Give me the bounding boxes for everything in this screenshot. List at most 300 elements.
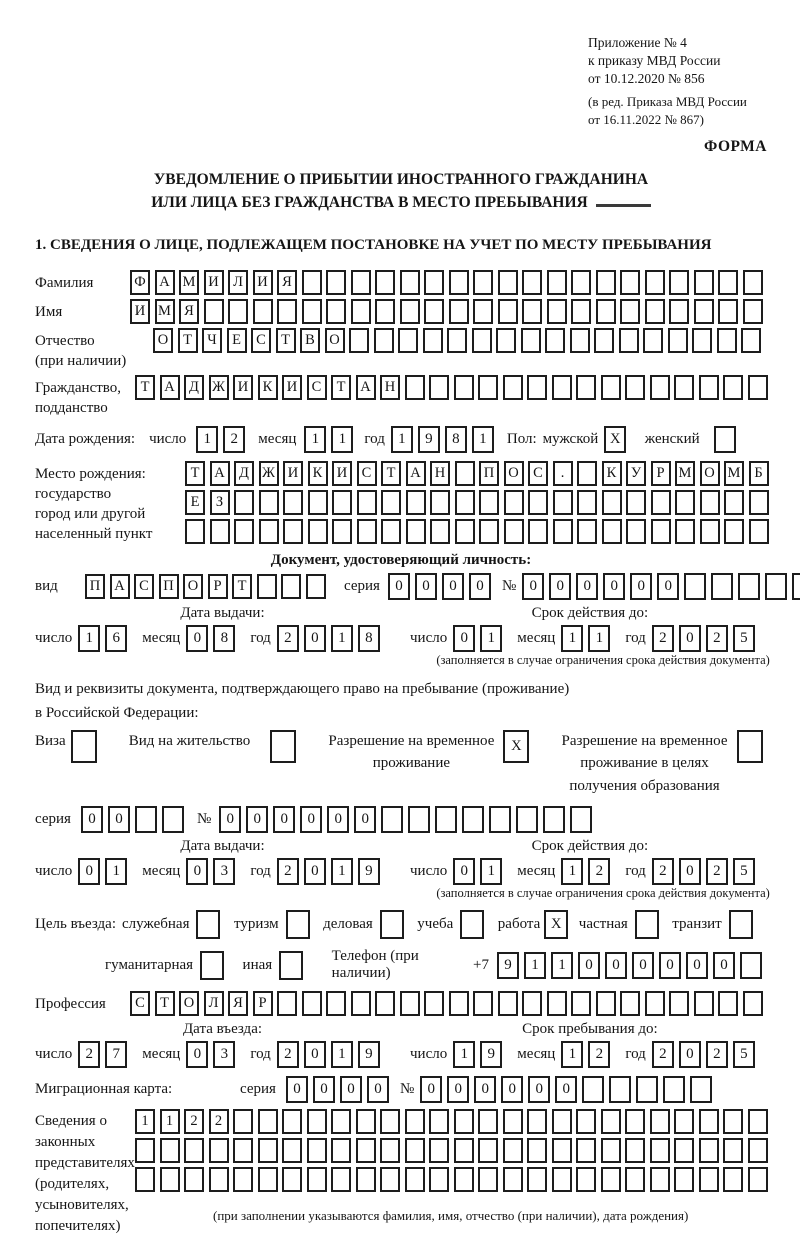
form-cell[interactable] [259,490,279,515]
form-cell[interactable] [259,519,279,544]
form-cell[interactable] [302,270,322,295]
form-cell[interactable]: 5 [733,1041,755,1068]
form-cell[interactable] [423,328,443,353]
form-cell[interactable] [381,806,403,833]
form-cell[interactable]: Д [184,375,204,400]
form-cell[interactable] [196,910,220,939]
form-cell[interactable]: 0 [415,573,437,600]
form-cell[interactable]: Е [185,490,205,515]
form-cell[interactable] [694,299,714,324]
form-cell[interactable]: М [155,299,175,324]
form-cell[interactable] [282,1109,302,1134]
form-cell[interactable] [674,1109,694,1134]
form-cell[interactable] [619,328,639,353]
form-cell[interactable] [601,1109,621,1134]
form-cell[interactable]: П [159,574,179,599]
form-cell[interactable] [356,1138,376,1163]
form-cell[interactable]: 2 [277,1041,299,1068]
form-cell[interactable]: 0 [108,806,130,833]
form-cell[interactable]: 0 [679,858,701,885]
form-cell[interactable]: 0 [555,1076,577,1103]
form-cell[interactable]: 6 [105,625,127,652]
form-cell[interactable]: 0 [186,1041,208,1068]
form-cell[interactable] [135,806,157,833]
form-cell[interactable] [690,1076,712,1103]
form-cell[interactable] [625,375,645,400]
form-cell[interactable]: 8 [445,426,467,453]
form-cell[interactable] [357,490,377,515]
form-cell[interactable] [478,1167,498,1192]
form-cell[interactable] [718,299,738,324]
form-cell[interactable]: 1 [331,858,353,885]
form-cell[interactable]: 1 [391,426,413,453]
form-cell[interactable]: З [210,490,230,515]
form-cell[interactable]: 0 [659,952,681,979]
form-cell[interactable]: О [153,328,173,353]
form-cell[interactable] [449,991,469,1016]
form-cell[interactable]: 1 [135,1109,155,1134]
form-cell[interactable] [636,1076,658,1103]
form-cell[interactable] [258,1109,278,1134]
form-cell[interactable] [596,270,616,295]
form-cell[interactable] [645,270,665,295]
form-cell[interactable]: И [283,461,303,486]
form-cell[interactable]: Т [381,461,401,486]
form-cell[interactable]: И [233,375,253,400]
form-cell[interactable]: А [155,270,175,295]
form-cell[interactable]: 2 [588,858,610,885]
form-cell[interactable]: А [110,574,130,599]
form-cell[interactable] [576,1138,596,1163]
form-cell[interactable] [650,1109,670,1134]
form-cell[interactable] [160,1138,180,1163]
form-cell[interactable]: 2 [78,1041,100,1068]
form-cell[interactable] [741,328,761,353]
form-cell[interactable] [406,519,426,544]
form-cell[interactable]: И [204,270,224,295]
form-cell[interactable]: 0 [679,1041,701,1068]
form-cell[interactable] [209,1138,229,1163]
form-cell[interactable] [552,1138,572,1163]
form-cell[interactable] [281,574,301,599]
form-cell[interactable]: О [183,574,203,599]
form-cell[interactable] [270,730,296,763]
form-cell[interactable] [594,328,614,353]
form-cell[interactable] [408,806,430,833]
form-cell[interactable] [351,991,371,1016]
form-cell[interactable]: М [724,461,744,486]
form-cell[interactable]: И [130,299,150,324]
form-cell[interactable] [522,270,542,295]
form-cell[interactable]: 1 [561,858,583,885]
form-cell[interactable] [405,1109,425,1134]
form-cell[interactable] [454,375,474,400]
form-cell[interactable] [626,490,646,515]
form-cell[interactable] [473,991,493,1016]
form-cell[interactable] [380,1138,400,1163]
form-cell[interactable] [737,730,763,763]
form-cell[interactable] [743,270,763,295]
form-cell[interactable] [135,1138,155,1163]
form-cell[interactable]: О [179,991,199,1016]
form-cell[interactable] [356,1167,376,1192]
form-cell[interactable] [200,951,224,980]
form-cell[interactable] [374,328,394,353]
form-cell[interactable] [675,490,695,515]
form-cell[interactable] [625,1167,645,1192]
form-cell[interactable] [447,328,467,353]
form-cell[interactable]: 0 [603,573,625,600]
form-cell[interactable]: 0 [549,573,571,600]
form-cell[interactable] [308,519,328,544]
form-cell[interactable] [233,1138,253,1163]
form-cell[interactable] [429,1138,449,1163]
form-cell[interactable]: Т [155,991,175,1016]
form-cell[interactable] [380,1167,400,1192]
form-cell[interactable] [406,490,426,515]
form-cell[interactable] [718,270,738,295]
form-cell[interactable] [609,1076,631,1103]
form-cell[interactable]: . [553,461,573,486]
form-cell[interactable]: 0 [686,952,708,979]
form-cell[interactable]: 9 [497,952,519,979]
form-cell[interactable]: 0 [447,1076,469,1103]
form-cell[interactable] [302,991,322,1016]
form-cell[interactable]: 1 [551,952,573,979]
form-cell[interactable] [400,299,420,324]
form-cell[interactable] [553,490,573,515]
form-cell[interactable]: М [675,461,695,486]
form-cell[interactable] [286,910,310,939]
form-cell[interactable] [405,1167,425,1192]
form-cell[interactable] [740,952,762,979]
form-cell[interactable] [455,490,475,515]
form-cell[interactable] [576,1109,596,1134]
form-cell[interactable]: А [210,461,230,486]
form-cell[interactable]: 2 [209,1109,229,1134]
form-cell[interactable] [675,519,695,544]
form-cell[interactable]: С [307,375,327,400]
form-cell[interactable] [233,1167,253,1192]
form-cell[interactable] [743,991,763,1016]
form-cell[interactable]: 1 [331,426,353,453]
form-cell[interactable] [326,991,346,1016]
form-cell[interactable]: Ж [209,375,229,400]
form-cell[interactable]: 9 [480,1041,502,1068]
form-cell[interactable]: Р [208,574,228,599]
form-cell[interactable] [602,519,622,544]
form-cell[interactable]: 0 [474,1076,496,1103]
form-cell[interactable] [651,519,671,544]
form-cell[interactable] [375,299,395,324]
form-cell[interactable] [669,299,689,324]
form-cell[interactable]: 8 [213,625,235,652]
form-cell[interactable] [233,1109,253,1134]
form-cell[interactable]: 9 [358,858,380,885]
form-cell[interactable] [723,375,743,400]
form-cell[interactable] [455,519,475,544]
form-cell[interactable] [620,270,640,295]
form-cell[interactable]: 2 [277,858,299,885]
form-cell[interactable] [283,490,303,515]
form-cell[interactable] [620,991,640,1016]
form-cell[interactable] [496,328,516,353]
form-cell[interactable] [718,991,738,1016]
form-cell[interactable] [528,519,548,544]
form-cell[interactable]: 1 [588,625,610,652]
form-cell[interactable]: 1 [105,858,127,885]
form-cell[interactable]: Д [234,461,254,486]
form-cell[interactable]: Н [380,375,400,400]
form-cell[interactable] [792,573,800,600]
form-cell[interactable]: Б [749,461,769,486]
form-cell[interactable]: 0 [453,858,475,885]
form-cell[interactable]: Я [228,991,248,1016]
form-cell[interactable] [748,375,768,400]
form-cell[interactable]: X [544,910,568,939]
form-cell[interactable] [724,519,744,544]
form-cell[interactable] [332,490,352,515]
form-cell[interactable]: Т [331,375,351,400]
form-cell[interactable] [743,299,763,324]
form-cell[interactable]: 2 [652,858,674,885]
form-cell[interactable] [498,270,518,295]
form-cell[interactable] [723,1109,743,1134]
form-cell[interactable] [135,1167,155,1192]
form-cell[interactable] [577,490,597,515]
form-cell[interactable]: Е [227,328,247,353]
form-cell[interactable] [663,1076,685,1103]
form-cell[interactable]: 2 [184,1109,204,1134]
form-cell[interactable]: 0 [679,625,701,652]
form-cell[interactable]: А [356,375,376,400]
form-cell[interactable]: П [85,574,105,599]
form-cell[interactable] [521,328,541,353]
form-cell[interactable] [209,1167,229,1192]
form-cell[interactable] [302,299,322,324]
form-cell[interactable] [462,806,484,833]
form-cell[interactable] [570,806,592,833]
form-cell[interactable] [601,1167,621,1192]
form-cell[interactable] [228,299,248,324]
form-cell[interactable]: 0 [420,1076,442,1103]
form-cell[interactable]: 0 [246,806,268,833]
form-cell[interactable] [430,519,450,544]
form-cell[interactable] [717,328,737,353]
form-cell[interactable] [503,1138,523,1163]
form-cell[interactable]: 5 [733,858,755,885]
form-cell[interactable] [547,270,567,295]
form-cell[interactable] [498,991,518,1016]
form-cell[interactable] [522,299,542,324]
form-cell[interactable] [650,375,670,400]
form-cell[interactable]: О [504,461,524,486]
form-cell[interactable] [684,573,706,600]
form-cell[interactable]: 0 [273,806,295,833]
form-cell[interactable] [479,519,499,544]
form-cell[interactable] [258,1167,278,1192]
form-cell[interactable] [331,1138,351,1163]
form-cell[interactable] [527,1109,547,1134]
form-cell[interactable] [576,375,596,400]
form-cell[interactable]: Т [135,375,155,400]
form-cell[interactable] [645,299,665,324]
form-cell[interactable]: М [179,270,199,295]
form-cell[interactable]: 1 [78,625,100,652]
form-cell[interactable] [700,490,720,515]
form-cell[interactable]: С [134,574,154,599]
form-cell[interactable] [626,519,646,544]
form-cell[interactable] [326,270,346,295]
form-cell[interactable] [375,991,395,1016]
form-cell[interactable]: X [503,730,529,763]
form-cell[interactable] [749,490,769,515]
form-cell[interactable] [749,519,769,544]
form-cell[interactable]: 1 [480,625,502,652]
form-cell[interactable]: 2 [706,1041,728,1068]
form-cell[interactable]: С [357,461,377,486]
form-cell[interactable] [424,299,444,324]
form-cell[interactable] [602,490,622,515]
form-cell[interactable] [503,1109,523,1134]
form-cell[interactable]: 0 [327,806,349,833]
form-cell[interactable] [645,991,665,1016]
form-cell[interactable]: 0 [286,1076,308,1103]
form-cell[interactable]: 0 [576,573,598,600]
form-cell[interactable]: Ф [130,270,150,295]
form-cell[interactable]: 0 [605,952,627,979]
form-cell[interactable] [651,490,671,515]
form-cell[interactable] [699,1138,719,1163]
form-cell[interactable] [577,519,597,544]
form-cell[interactable] [552,375,572,400]
form-cell[interactable]: 0 [304,625,326,652]
form-cell[interactable]: 0 [469,573,491,600]
form-cell[interactable] [724,490,744,515]
form-cell[interactable] [473,270,493,295]
form-cell[interactable] [489,806,511,833]
form-cell[interactable]: 1 [304,426,326,453]
form-cell[interactable] [571,270,591,295]
form-cell[interactable]: 0 [300,806,322,833]
form-cell[interactable] [424,991,444,1016]
form-cell[interactable] [308,490,328,515]
form-cell[interactable] [429,1167,449,1192]
form-cell[interactable]: О [700,461,720,486]
form-cell[interactable] [351,299,371,324]
form-cell[interactable] [349,328,369,353]
form-cell[interactable]: 1 [561,1041,583,1068]
form-cell[interactable]: 2 [223,426,245,453]
form-cell[interactable]: Л [204,991,224,1016]
form-cell[interactable]: 2 [706,625,728,652]
form-cell[interactable]: 0 [186,625,208,652]
form-cell[interactable] [460,910,484,939]
form-cell[interactable] [748,1138,768,1163]
form-cell[interactable] [528,490,548,515]
form-cell[interactable] [380,1109,400,1134]
form-cell[interactable] [351,270,371,295]
form-cell[interactable] [306,574,326,599]
form-cell[interactable]: 0 [219,806,241,833]
form-cell[interactable] [668,328,688,353]
form-cell[interactable] [503,1167,523,1192]
form-cell[interactable]: 1 [480,858,502,885]
form-cell[interactable] [571,991,591,1016]
form-cell[interactable] [356,1109,376,1134]
form-cell[interactable] [714,426,736,453]
form-cell[interactable] [332,519,352,544]
form-cell[interactable] [454,1167,474,1192]
form-cell[interactable] [723,1167,743,1192]
form-cell[interactable] [527,1138,547,1163]
form-cell[interactable] [429,1109,449,1134]
form-cell[interactable]: И [282,375,302,400]
form-cell[interactable] [381,519,401,544]
form-cell[interactable] [620,299,640,324]
form-cell[interactable] [601,375,621,400]
form-cell[interactable] [331,1109,351,1134]
form-cell[interactable] [498,299,518,324]
form-cell[interactable]: 0 [81,806,103,833]
form-cell[interactable]: 1 [160,1109,180,1134]
form-cell[interactable] [454,1109,474,1134]
form-cell[interactable] [478,375,498,400]
form-cell[interactable]: С [130,991,150,1016]
form-cell[interactable] [522,991,542,1016]
form-cell[interactable] [527,375,547,400]
form-cell[interactable]: 0 [186,858,208,885]
form-cell[interactable]: 0 [630,573,652,600]
form-cell[interactable]: А [160,375,180,400]
form-cell[interactable]: 1 [196,426,218,453]
form-cell[interactable]: 3 [213,858,235,885]
form-cell[interactable] [601,1138,621,1163]
form-cell[interactable]: 0 [340,1076,362,1103]
form-cell[interactable] [516,806,538,833]
form-cell[interactable]: К [258,375,278,400]
form-cell[interactable]: Н [430,461,450,486]
form-cell[interactable]: Я [179,299,199,324]
form-cell[interactable] [576,1167,596,1192]
form-cell[interactable] [571,299,591,324]
form-cell[interactable] [552,1167,572,1192]
form-cell[interactable]: П [479,461,499,486]
form-cell[interactable] [543,806,565,833]
form-cell[interactable] [405,375,425,400]
form-cell[interactable] [582,1076,604,1103]
form-cell[interactable]: 0 [632,952,654,979]
form-cell[interactable]: 1 [472,426,494,453]
form-cell[interactable] [748,1109,768,1134]
form-cell[interactable]: 1 [524,952,546,979]
form-cell[interactable]: 0 [304,858,326,885]
form-cell[interactable] [282,1167,302,1192]
form-cell[interactable]: 9 [358,1041,380,1068]
form-cell[interactable] [674,1138,694,1163]
form-cell[interactable] [577,461,597,486]
form-cell[interactable] [545,328,565,353]
form-cell[interactable] [210,519,230,544]
form-cell[interactable] [478,1138,498,1163]
form-cell[interactable] [398,328,418,353]
form-cell[interactable]: 2 [652,625,674,652]
form-cell[interactable] [650,1138,670,1163]
form-cell[interactable] [400,991,420,1016]
form-cell[interactable]: 0 [453,625,475,652]
form-cell[interactable]: 1 [561,625,583,652]
form-cell[interactable]: С [528,461,548,486]
